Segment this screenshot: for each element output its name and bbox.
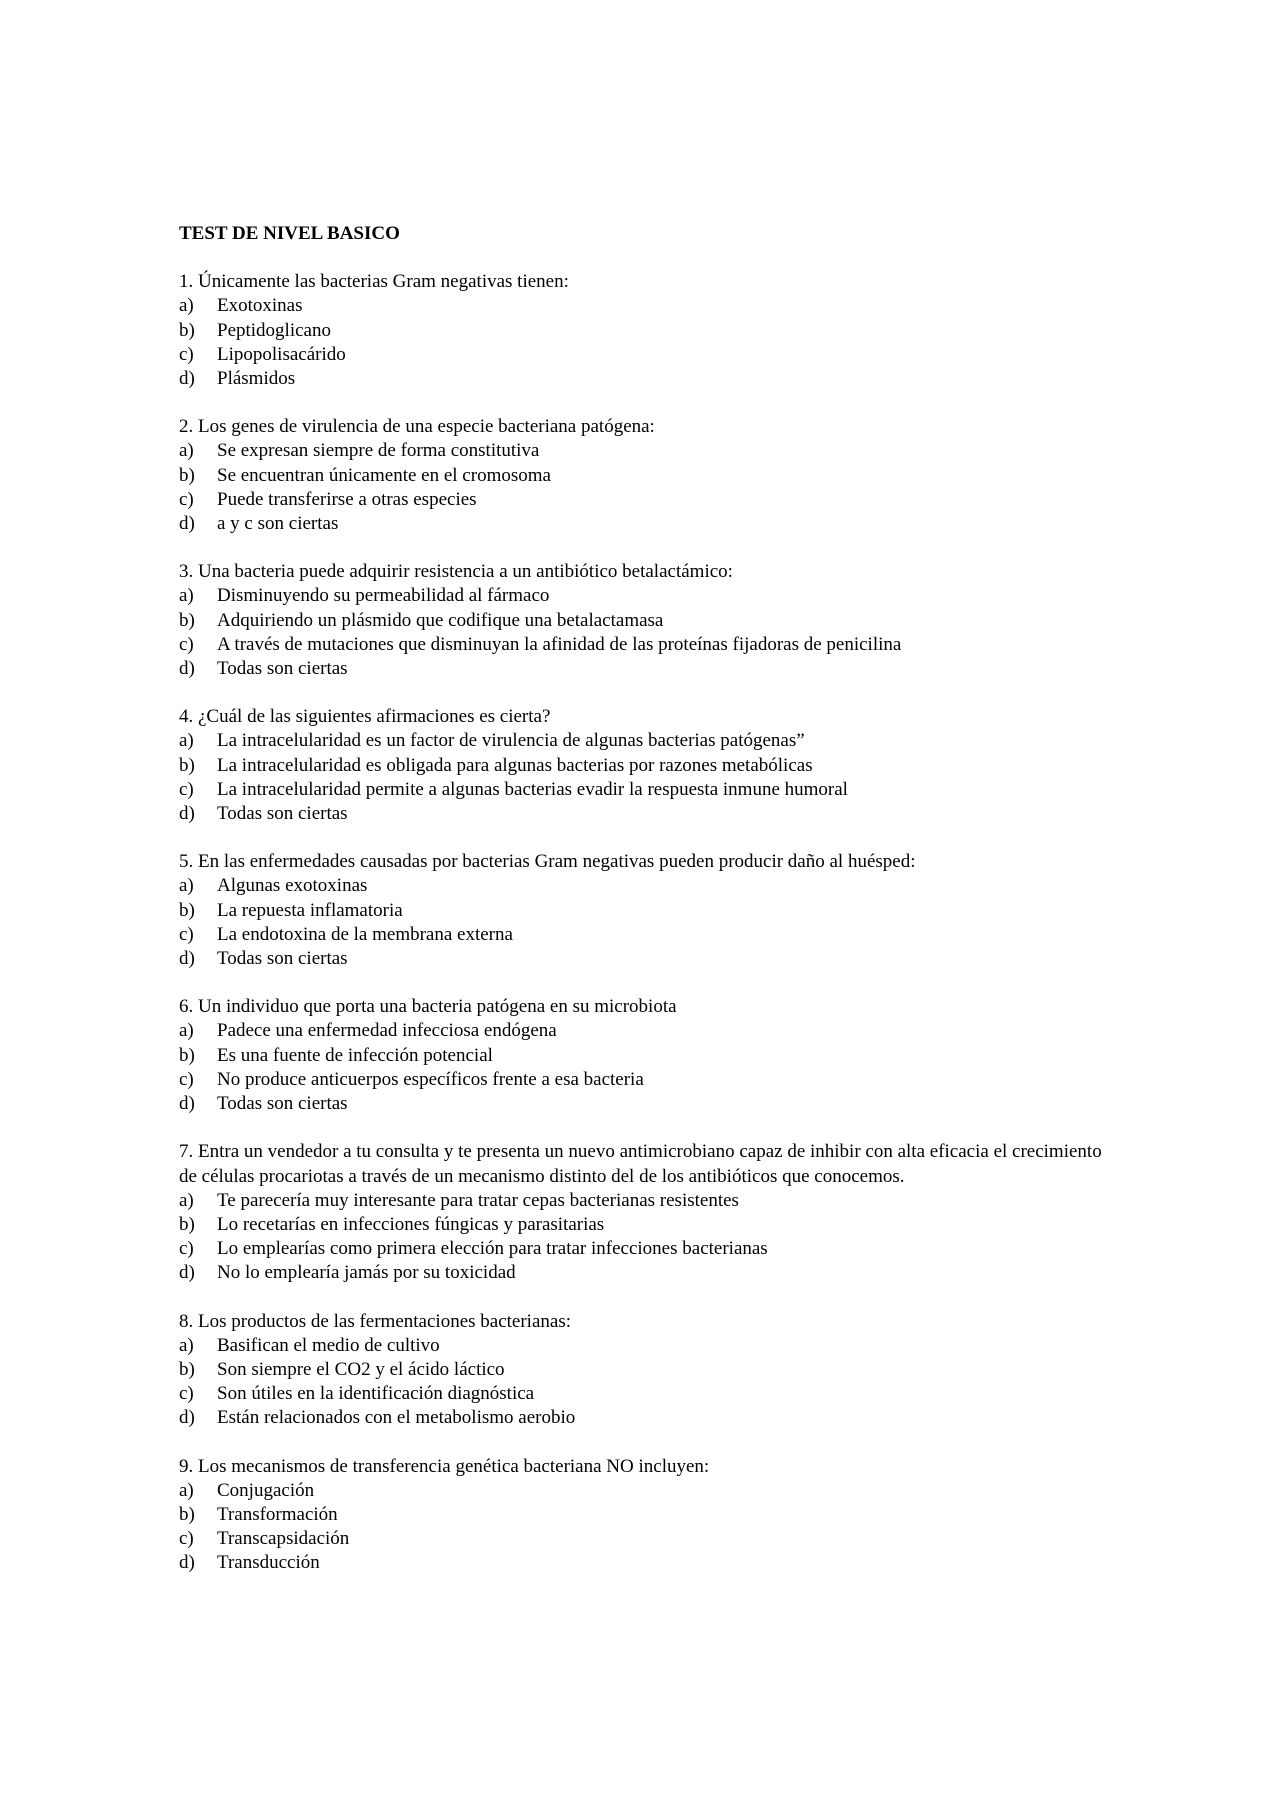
- option-letter: a): [179, 440, 194, 462]
- option-text: Algunas exotoxinas: [217, 875, 368, 897]
- option-letter: b): [179, 609, 195, 631]
- answer-option: [179, 609, 1119, 633]
- option-text: Son útiles en la identificación diagnóstica: [217, 1383, 535, 1405]
- answer-option: [179, 294, 1119, 318]
- question-3: [179, 560, 1119, 681]
- option-text: Te parecería muy interesante para tratar cepas bacterianas resistentes: [217, 1189, 739, 1211]
- question-2: [179, 415, 1119, 536]
- option-letter: b): [179, 1503, 195, 1525]
- option-text: La intracelularidad es obligada para algunas bacterias por razones metabólicas: [217, 754, 813, 776]
- answer-option: [179, 343, 1119, 367]
- answer-option: [179, 1382, 1119, 1406]
- answer-option: [179, 367, 1119, 391]
- option-text: Están relacionados con el metabolismo aerobio: [217, 1407, 576, 1429]
- answer-option: [179, 584, 1119, 608]
- option-text: La intracelularidad es un factor de virulencia de algunas bacterias patógenas”: [217, 730, 805, 752]
- question-stem: 9. Los mecanismos de transferencia genética bacteriana NO incluyen:: [179, 1455, 710, 1477]
- question-stem: 4. ¿Cuál de las siguientes afirmaciones es cierta?: [179, 706, 551, 728]
- answer-option: [179, 439, 1119, 463]
- option-text: No produce anticuerpos específicos frente a esa bacteria: [217, 1068, 644, 1090]
- answer-option: [179, 1213, 1119, 1237]
- option-letter: d): [179, 1262, 195, 1284]
- option-letter: c): [179, 923, 194, 945]
- option-letter: c): [179, 1238, 194, 1260]
- option-letter: b): [179, 1358, 195, 1380]
- option-letter: d): [179, 1552, 195, 1574]
- question-stem: 1. Únicamente las bacterias Gram negativas tienen:: [179, 271, 569, 293]
- option-text: Transformación: [217, 1503, 338, 1525]
- option-text: a y c son ciertas: [217, 513, 339, 535]
- option-text: Lo emplearías como primera elección para tratar infecciones bacterianas: [217, 1238, 768, 1260]
- answer-option: [179, 874, 1119, 898]
- option-text: Lo recetarías en infecciones fúngicas y parasitarias: [217, 1213, 605, 1235]
- answer-option: [179, 1479, 1119, 1503]
- answer-option: [179, 1527, 1119, 1551]
- option-letter: d): [179, 803, 195, 825]
- option-text: Es una fuente de infección potencial: [217, 1044, 493, 1066]
- question-9: [179, 1455, 1119, 1576]
- option-text: A través de mutaciones que disminuyan la afinidad de las proteínas fijadoras de penicilina: [217, 633, 902, 655]
- option-text: La intracelularidad permite a algunas bacterias evadir la respuesta inmune humoral: [217, 778, 848, 800]
- answer-option: [179, 512, 1119, 536]
- option-letter: a): [179, 875, 194, 897]
- option-letter: c): [179, 1068, 194, 1090]
- option-letter: a): [179, 295, 194, 317]
- option-letter: d): [179, 1093, 195, 1115]
- answer-option: [179, 1019, 1119, 1043]
- option-letter: d): [179, 658, 195, 680]
- question-4: [179, 705, 1119, 826]
- answer-option: [179, 1044, 1119, 1068]
- answer-option: [179, 1551, 1119, 1575]
- answer-option: [179, 464, 1119, 488]
- option-text: Puede transferirse a otras especies: [217, 488, 477, 510]
- option-text: Padece una enfermedad infecciosa endógena: [217, 1020, 557, 1042]
- question-stem: 2. Los genes de virulencia de una especie bacteriana patógena:: [179, 416, 655, 438]
- answer-option: [179, 633, 1119, 657]
- document-title: TEST DE NIVEL BASICO: [179, 223, 400, 244]
- option-text: Transducción: [217, 1552, 320, 1574]
- answer-option: [179, 1237, 1119, 1261]
- option-letter: a): [179, 730, 194, 752]
- option-text: Todas son ciertas: [217, 803, 348, 825]
- answer-option: [179, 947, 1119, 971]
- answer-option: [179, 778, 1119, 802]
- question-8: [179, 1310, 1119, 1431]
- option-text: Conjugación: [217, 1479, 315, 1501]
- option-text: Lipopolisacárido: [217, 343, 346, 365]
- option-text: Todas son ciertas: [217, 1093, 348, 1115]
- question-stem: 5. En las enfermedades causadas por bacterias Gram negativas pueden producir daño al huésped:: [179, 851, 916, 873]
- option-text: Todas son ciertas: [217, 948, 348, 970]
- option-letter: d): [179, 948, 195, 970]
- option-text: Transcapsidación: [217, 1528, 350, 1550]
- answer-option: [179, 754, 1119, 778]
- option-text: Adquiriendo un plásmido que codifique una betalactamasa: [217, 609, 664, 631]
- question-stem: 7. Entra un vendedor a tu consulta y te presenta un nuevo antimicrobiano capaz de inhibir con alta eficacia el crecimiento de células procariotas a través de un mecanismo distinto del de los antibióticos que conocemos.: [179, 1141, 1102, 1187]
- answer-option: [179, 802, 1119, 826]
- option-letter: b): [179, 754, 195, 776]
- option-letter: a): [179, 585, 194, 607]
- question-6: [179, 995, 1119, 1116]
- option-text: Exotoxinas: [217, 295, 303, 317]
- option-letter: d): [179, 368, 195, 390]
- option-letter: b): [179, 319, 195, 341]
- option-text: Se encuentran únicamente en el cromosoma: [217, 464, 551, 486]
- answer-option: [179, 657, 1119, 681]
- question-list: [179, 270, 1119, 1575]
- question-5: [179, 850, 1119, 971]
- answer-option: [179, 1334, 1119, 1358]
- option-text: Basifican el medio de cultivo: [217, 1334, 440, 1356]
- answer-option: [179, 1068, 1119, 1092]
- option-letter: c): [179, 633, 194, 655]
- answer-option: [179, 1503, 1119, 1527]
- question-7: [179, 1140, 1119, 1285]
- option-letter: c): [179, 1383, 194, 1405]
- option-letter: d): [179, 1407, 195, 1429]
- question-stem: 8. Los productos de las fermentaciones bacterianas:: [179, 1310, 571, 1332]
- option-letter: b): [179, 464, 195, 486]
- option-letter: a): [179, 1479, 194, 1501]
- answer-option: [179, 923, 1119, 947]
- option-text: Peptidoglicano: [217, 319, 331, 341]
- question-stem: 6. Un individuo que porta una bacteria patógena en su microbiota: [179, 996, 677, 1018]
- question-1: [179, 270, 1119, 391]
- option-letter: c): [179, 343, 194, 365]
- option-letter: a): [179, 1189, 194, 1211]
- answer-option: [179, 1358, 1119, 1382]
- option-letter: d): [179, 513, 195, 535]
- answer-option: [179, 1406, 1119, 1430]
- answer-option: [179, 729, 1119, 753]
- answer-option: [179, 1092, 1119, 1116]
- answer-option: [179, 899, 1119, 923]
- answer-option: [179, 488, 1119, 512]
- option-text: La endotoxina de la membrana externa: [217, 923, 513, 945]
- answer-option: [179, 1261, 1119, 1285]
- answer-option: [179, 1189, 1119, 1213]
- question-stem: 3. Una bacteria puede adquirir resistencia a un antibiótico betalactámico:: [179, 561, 733, 583]
- document-page: [179, 222, 1119, 1600]
- option-letter: a): [179, 1334, 194, 1356]
- option-text: Disminuyendo su permeabilidad al fármaco: [217, 585, 550, 607]
- option-text: Se expresan siempre de forma constitutiva: [217, 440, 540, 462]
- option-text: Plásmidos: [217, 368, 296, 390]
- option-letter: b): [179, 899, 195, 921]
- option-text: Todas son ciertas: [217, 658, 348, 680]
- option-letter: b): [179, 1213, 195, 1235]
- option-text: Son siempre el CO2 y el ácido láctico: [217, 1358, 505, 1380]
- option-text: La repuesta inflamatoria: [217, 899, 403, 921]
- option-letter: a): [179, 1020, 194, 1042]
- option-letter: c): [179, 1528, 194, 1550]
- option-text: No lo emplearía jamás por su toxicidad: [217, 1262, 516, 1284]
- option-letter: c): [179, 778, 194, 800]
- option-letter: c): [179, 488, 194, 510]
- answer-option: [179, 319, 1119, 343]
- option-letter: b): [179, 1044, 195, 1066]
